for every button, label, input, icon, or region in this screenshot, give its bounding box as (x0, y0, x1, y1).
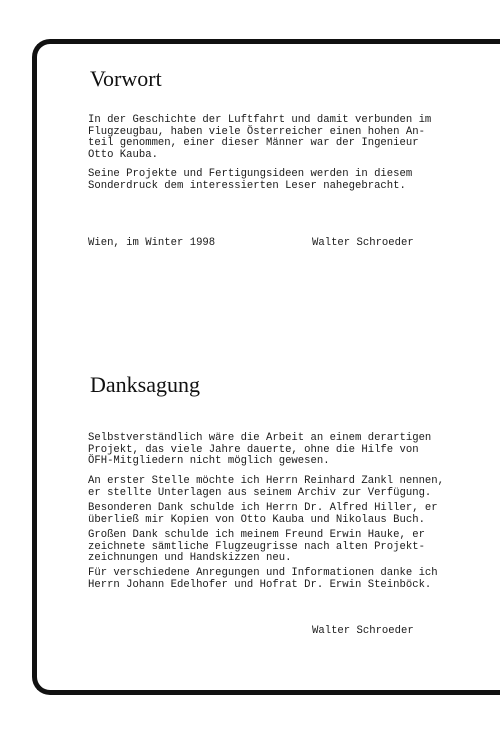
foreword-place-date: Wien, im Winter 1998 (88, 237, 216, 249)
acknowledgements-paragraph-4: Großen Dank schulde ich meinem Freund Erwin Hauke, er zeichnete sämtliche Flugzeugrisse nach alten Projekt- zeichnungen und Handskizzen neu. (88, 529, 425, 565)
foreword-heading: Vorwort (90, 66, 162, 91)
acknowledgements-heading: Danksagung (90, 372, 200, 397)
acknowledgements-paragraph-5: Für verschiedene Anregungen und Informationen danke ich Herrn Johann Edelhofer und Hofrat Dr. Erwin Steinböck. (88, 567, 438, 591)
acknowledgements-paragraph-3: Besonderen Dank schulde ich Herrn Dr. Alfred Hiller, er überließ mir Kopien von Otto Kauba und Nikolaus Buch. (88, 502, 438, 526)
acknowledgements-paragraph-1: Selbstverständlich wäre die Arbeit an einem derartigen Projekt, das viele Jahre dauerte, ohne die Hilfe von ÖFH-Mitgliedern nicht möglich gewesen. (88, 432, 432, 468)
foreword-paragraph-1: In der Geschichte der Luftfahrt und damit verbunden im Flugzeugbau, haben viele Österreicher einen hohen An- teil genommen, einer dieser Männer war der Ingenieur Otto Kauba. (88, 114, 432, 161)
foreword-author-signature: Walter Schroeder (312, 237, 414, 249)
foreword-paragraph-2: Seine Projekte und Fertigungsideen werden in diesem Sonderdruck dem interessierten Leser nahegebracht. (88, 168, 413, 192)
acknowledgements-paragraph-2: An erster Stelle möchte ich Herrn Reinhard Zankl nennen, er stellte Unterlagen aus seinem Archiv zur Verfügung. (88, 475, 445, 499)
acknowledgements-author-signature: Walter Schroeder (312, 625, 414, 637)
